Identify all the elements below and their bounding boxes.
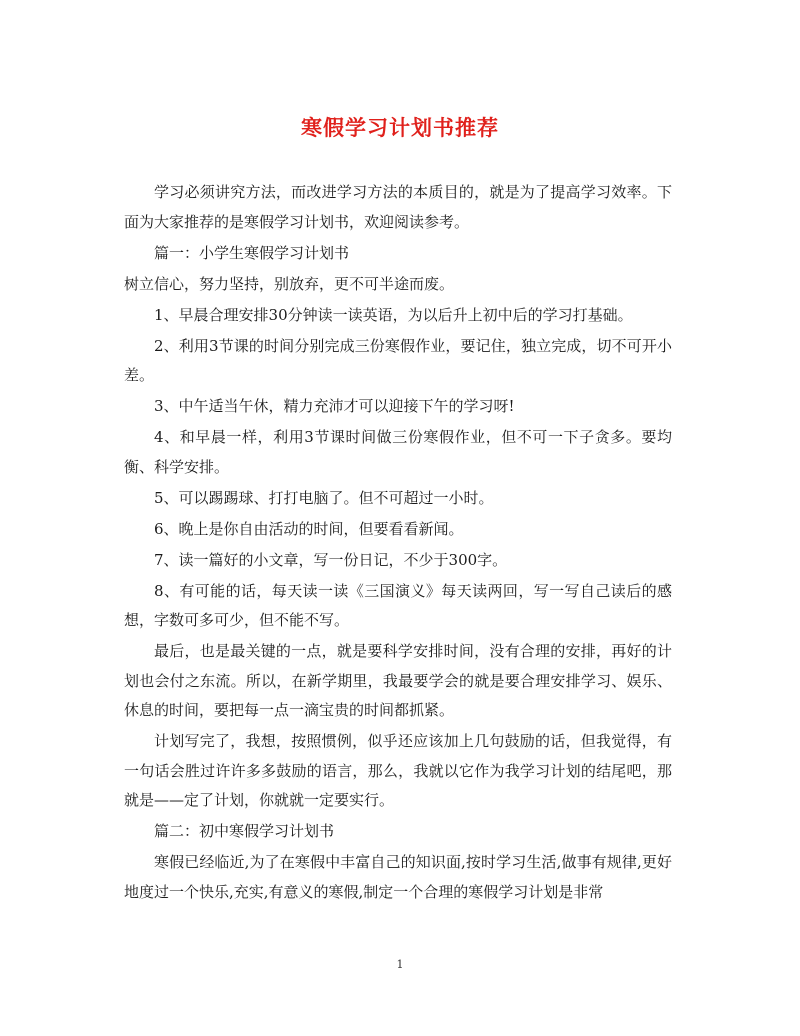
document-body: [124, 178, 672, 909]
paragraph-intro: 学习必须讲究方法，而改进学习方法的本质目的，就是为了提高学习效率。下面为大家推荐的是寒假学习计划书，欢迎阅读参考。: [124, 183, 672, 231]
list-item-4: 4、和早晨一样，利用3节课时间做三份寒假作业，但不可一下子贪多。要均衡、科学安排。: [124, 428, 672, 476]
section-heading-2: 篇二：初中寒假学习计划书: [154, 822, 335, 840]
list-item-1: 1、早晨合理安排30分钟读一读英语，为以后升上初中后的学习打基础。: [154, 305, 633, 324]
list-item-7: 7、读一篇好的小文章，写一份日记，不少于300字。: [154, 550, 508, 569]
section-heading-1: 篇一：小学生寒假学习计划书: [154, 243, 350, 262]
page-number: 1: [396, 958, 404, 971]
paragraph-motto: 树立信心，努力坚持，别放弃，更不可半途而废。: [124, 274, 455, 293]
document-title: 寒假学习计划书推荐: [301, 115, 499, 140]
list-item-5: 5、可以踢踢球、打打电脑了。但不可超过一小时。: [154, 488, 494, 507]
list-item-3: 3、中午适当午休，精力充沛才可以迎接下午的学习呀!: [154, 397, 515, 415]
list-item-2: 2、利用3节课的时间分别完成三份寒假作业，要记住，独立完成，切不可开小差。: [124, 336, 672, 384]
paragraph-conclusion: 最后，也是最关键的一点，就是要科学安排时间，没有合理的安排，再好的计划也会付之东流。所以，在新学期里，我最要学会的就是要合理安排学习、娱乐、休息的时间，要把每一点一滴宝贵的时间都抓紧。: [124, 642, 672, 719]
paragraph-closing: 计划写完了，我想，按照惯例，似乎还应该加上几句鼓励的话，但我觉得，有一句话会胜过许许多多鼓励的语言，那么，我就以它作为我学习计划的结尾吧，那就是——定了计划，你就就一定要实行。: [124, 732, 672, 809]
list-item-8: 8、有可能的话，每天读一读《三国演义》每天读两回，写一写自己读后的感想，字数可多可少，但不能不写。: [124, 581, 672, 629]
list-item-6: 6、晚上是你自由活动的时间，但要看看新闻。: [154, 519, 464, 538]
paragraph-section2-intro: 寒假已经临近,为了在寒假中丰富自己的知识面,按时学习生活,做事有规律,更好地度过一个快乐,充实,有意义的寒假,制定一个合理的寒假学习计划是非常: [124, 853, 672, 901]
